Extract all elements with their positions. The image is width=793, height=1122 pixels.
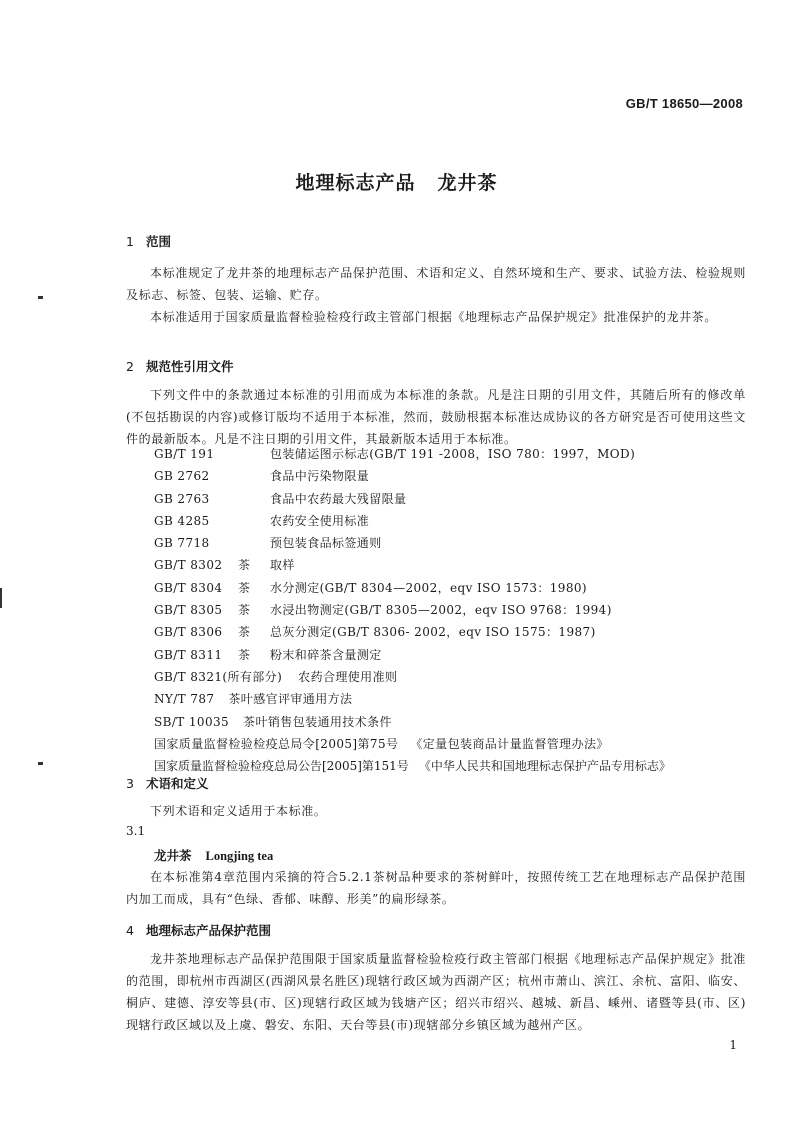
section-heading-2 bbox=[126, 357, 234, 375]
reference-item bbox=[154, 621, 754, 643]
title-part-2: 龙井茶 bbox=[437, 172, 498, 194]
reference-subject: 茶 bbox=[238, 647, 251, 662]
section-heading-4 bbox=[126, 921, 271, 939]
reference-code: GB/T 8321(所有部分) bbox=[154, 669, 283, 684]
reference-title: 《定量包装商品计量监督管理办法》 bbox=[410, 736, 609, 751]
reference-code: GB 7718 bbox=[154, 536, 210, 551]
section-heading-1 bbox=[126, 232, 171, 250]
section-title: 规范性引用文件 bbox=[146, 359, 234, 374]
section-number: 3 bbox=[126, 776, 134, 791]
reference-title: 水分测定(GB/T 8304—2002，eqv ISO 1573：1980) bbox=[270, 580, 587, 595]
section-heading-3 bbox=[126, 774, 209, 792]
term-chinese: 龙井茶 bbox=[154, 848, 192, 863]
reference-item bbox=[154, 599, 754, 621]
document-title bbox=[0, 168, 793, 195]
reference-code: GB/T 8306 bbox=[154, 625, 223, 640]
reference-code: SB/T 10035 bbox=[154, 714, 230, 729]
reference-subject: 茶 bbox=[238, 580, 251, 595]
reference-item bbox=[154, 755, 754, 777]
reference-title: 总灰分测定(GB/T 8306- 2002，eqv ISO 1575：1987) bbox=[270, 625, 596, 640]
reference-title: 茶叶感官评审通用方法 bbox=[228, 692, 353, 707]
reference-subject: 茶 bbox=[238, 603, 251, 618]
reference-title: 《中华人民共和国地理标志保护产品专用标志》 bbox=[418, 759, 671, 774]
scope-paragraph-1: 本标准规定了龙井茶的地理标志产品保护范围、术语和定义、自然环境和生产、要求、试验方法、检验规则及标志、标签、包装、运输、贮存。 bbox=[126, 266, 746, 302]
reference-item bbox=[154, 510, 754, 532]
reference-title: 水浸出物测定(GB/T 8305—2002，eqv ISO 9768：1994) bbox=[270, 603, 612, 618]
section-number: 2 bbox=[126, 359, 134, 374]
reference-item bbox=[154, 532, 754, 554]
section-title: 范围 bbox=[146, 234, 172, 249]
reference-title: 包装储运图示标志(GB/T 191 -2008，ISO 780：1997，MOD) bbox=[270, 447, 636, 461]
reference-item bbox=[154, 711, 754, 733]
section-title: 地理标志产品保护范围 bbox=[146, 923, 272, 938]
term-definition: 在本标准第4章范围内采摘的符合5.2.1茶树品种要求的茶树鲜叶，按照传统工艺在地理标志产品保护范围内加工而成，具有“色绿、香郁、味醇、形美”的扁形绿茶。 bbox=[126, 870, 746, 906]
reference-title: 农药合理使用准则 bbox=[298, 669, 398, 684]
reference-title: 食品中农药最大残留限量 bbox=[270, 491, 407, 506]
section-title: 术语和定义 bbox=[146, 776, 209, 791]
reference-title: 茶叶销售包装通用技术条件 bbox=[243, 714, 392, 729]
reference-code: GB 2763 bbox=[154, 491, 210, 506]
reference-item bbox=[154, 644, 754, 666]
reference-code: GB 4285 bbox=[154, 513, 210, 528]
reference-item bbox=[154, 688, 754, 710]
reference-item bbox=[154, 554, 754, 576]
reference-code: GB/T 8305 bbox=[154, 603, 223, 618]
scan-speck bbox=[38, 762, 43, 765]
reference-code: GB/T 8311 bbox=[154, 647, 223, 662]
reference-title: 预包装食品标签通则 bbox=[270, 536, 382, 551]
term-number: 3.1 bbox=[126, 824, 146, 838]
standard-number: GB/T 18650—2008 bbox=[625, 96, 743, 111]
scan-edge-mark bbox=[0, 588, 2, 608]
title-part-1: 地理标志产品 bbox=[295, 172, 416, 194]
reference-item bbox=[154, 488, 754, 510]
reference-code: GB 2762 bbox=[154, 469, 210, 484]
reference-code: 国家质量监督检验检疫总局令[2005]第75号 bbox=[154, 736, 399, 751]
term-english: Longjing tea bbox=[205, 849, 274, 863]
reference-item bbox=[154, 666, 754, 688]
section-number: 1 bbox=[126, 234, 134, 249]
scan-speck bbox=[38, 296, 43, 299]
reference-code: 国家质量监督检验检疫总局公告[2005]第151号 bbox=[154, 759, 409, 774]
terms-intro: 下列术语和定义适用于本标准。 bbox=[150, 804, 327, 818]
section-number: 4 bbox=[126, 923, 134, 938]
term-entry bbox=[154, 846, 273, 864]
reference-item bbox=[154, 733, 754, 755]
reference-title: 粉末和碎茶含量测定 bbox=[270, 647, 382, 662]
reference-subject: 茶 bbox=[238, 625, 251, 640]
reference-title: 农药安全使用标准 bbox=[270, 513, 370, 528]
reference-item bbox=[154, 577, 754, 599]
reference-code: GB/T 8304 bbox=[154, 580, 223, 595]
scope-paragraph-2: 本标准适用于国家质量监督检验检疫行政主管部门根据《地理标志产品保护规定》批准保护的龙井茶。 bbox=[150, 310, 718, 324]
reference-title: 食品中污染物限量 bbox=[270, 469, 370, 484]
reference-code: GB/T 191 bbox=[154, 447, 215, 461]
reference-code: GB/T 8302 bbox=[154, 558, 223, 573]
reference-list bbox=[154, 443, 754, 777]
reference-item bbox=[154, 443, 754, 465]
page-number: 1 bbox=[729, 1038, 737, 1052]
reference-title: 取样 bbox=[270, 558, 295, 573]
reference-code: NY/T 787 bbox=[154, 692, 215, 707]
protection-paragraph: 龙井茶地理标志产品保护范围限于国家质量监督检验检疫行政主管部门根据《地理标志产品保护规定》批准的范围，即杭州市西湖区(西湖风景名胜区)现辖行政区域为西湖产区；杭州市萧山、滨江、余杭、富阳、临安、桐庐、建德、淳安等县(市、区)现辖行政区域为钱塘产区；绍兴市绍兴、越城、新昌、嵊州、诸暨等县(市、区)现辖行政区域以及上虞、磐安、东阳、天台等县(市)现辖部分乡镇区域为越州产区。 bbox=[126, 952, 746, 1032]
reference-item bbox=[154, 465, 754, 487]
reference-subject: 茶 bbox=[238, 558, 251, 573]
normative-intro: 下列文件中的条款通过本标准的引用而成为本标准的条款。凡是注日期的引用文件，其随后所有的修改单(不包括勘误的内容)或修订版均不适用于本标准，然而，鼓励根据本标准达成协议的各方研究是否可使用这些文件的最新版本。凡是不注日期的引用文件，其最新版本适用于本标准。 bbox=[126, 388, 746, 446]
